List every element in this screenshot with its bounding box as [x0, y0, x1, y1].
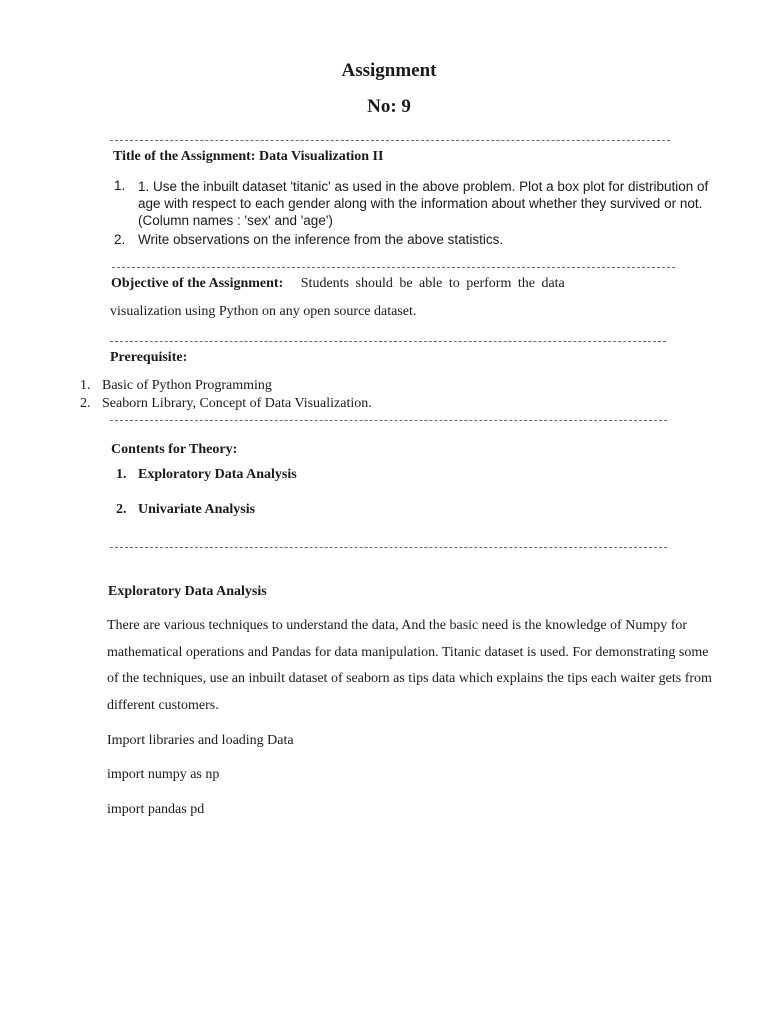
theory-number: 2. [116, 502, 127, 517]
objective-line1 [111, 276, 565, 292]
task-number: 2. [114, 232, 126, 247]
task-item: Write observations on the inference from the above statistics. [138, 232, 504, 247]
code-line: import numpy as np [107, 767, 220, 782]
task-item: 1. Use the inbuilt dataset 'titanic' as used in the above problem. Plot a box plot for distribution of age with respect to each gender along with the information about whether they survived or not. (Column names : 'sex' and 'age') [138, 179, 709, 228]
prerequisite-number: 1. [80, 378, 91, 393]
eda-paragraph: There are various techniques to understand the data, And the basic need is the knowledge of Numpy for mathematical operations and Pandas for data manipulation. Titanic dataset is used. For demonstrating some of the techniques, use an inbuilt dataset of seaborn as tips data which explains the tips each waiter gets from different customers. [107, 618, 712, 713]
code-line: import pandas pd [107, 802, 205, 817]
import-heading: Import libraries and loading Data [107, 733, 294, 748]
divider [110, 341, 666, 342]
assignment-number: No: 9 [367, 96, 411, 117]
prerequisite-number: 2. [80, 396, 91, 411]
assignment-title [113, 149, 383, 165]
eda-heading: Exploratory Data Analysis [108, 584, 267, 599]
assignment-title-label: Title of the Assignment: [113, 149, 256, 164]
page-title: Assignment [341, 60, 437, 81]
theory-heading: Contents for Theory: [111, 442, 238, 457]
theory-item: Univariate Analysis [138, 502, 256, 517]
objective-line2: visualization using Python on any open source dataset. [110, 304, 417, 319]
prerequisite-heading: Prerequisite: [110, 350, 188, 365]
objective-text: Students should be able to perform the data [300, 276, 565, 291]
divider [112, 267, 675, 268]
task-number: 1. [114, 178, 126, 193]
prerequisite-item: Basic of Python Programming [102, 378, 272, 393]
divider [110, 547, 667, 548]
objective-label: Objective of the Assignment: [111, 276, 284, 291]
divider [110, 140, 670, 141]
theory-item: Exploratory Data Analysis [138, 467, 297, 482]
assignment-title-value: Data Visualization II [258, 149, 384, 164]
theory-number: 1. [116, 467, 127, 482]
prerequisite-item: Seaborn Library, Concept of Data Visualization. [102, 396, 372, 411]
divider [110, 420, 667, 421]
